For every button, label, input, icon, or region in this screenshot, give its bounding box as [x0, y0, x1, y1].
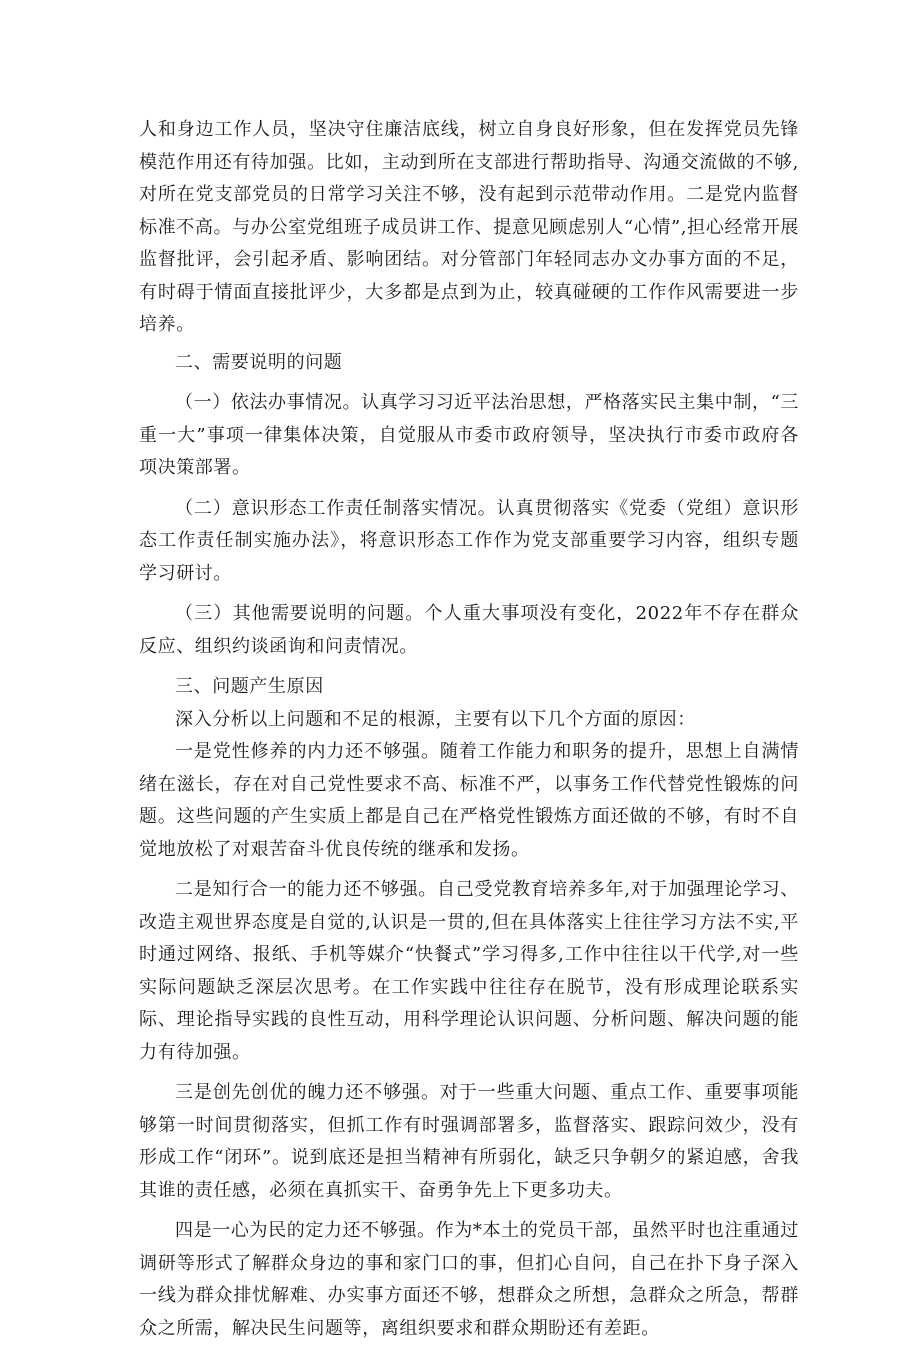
- paragraph-cause-1: 一是党性修养的内力还不够强。随着工作能力和职务的提升，思想上自满情绪在滋长，存在对自己党性要求不高、标准不严，以事务工作代替党性锻炼的问题。这些问题的产生实质上都是自己在严格党性锻炼方面还做的不够，有时不自觉地放松了对艰苦奋斗优良传统的继承和发扬。: [139, 741, 799, 860]
- paragraph-cause-3: 三是创先创优的魄力还不够强。对于一些重大问题、重点工作、重要事项能够第一时间贯彻落实，但抓工作有时强调部署多，监督落实、跟踪问效少，没有形成工作“闭环”。说到底还是担当精神有所弱化，缺乏只争朝夕的紧迫感，舍我其谁的责任感，必须在真抓实干、奋勇争先上下更多功夫。: [139, 1082, 799, 1201]
- section-heading-2: 二、需要说明的问题: [175, 351, 343, 373]
- paragraph-lawful-conduct: （一）依法办事情况。认真学习习近平法治思想，严格落实民主集中制，“三重一大”事项一律集体决策，自觉服从市委市政府领导，坚决执行市委市政府各项决策部署。: [139, 392, 799, 478]
- document-body: [139, 114, 799, 1345]
- paragraph-other-matters: （三）其他需要说明的问题。个人重大事项没有变化，2022年不存在群众反应、组织约谈函询和问责情况。: [139, 603, 799, 657]
- paragraph-ideology-responsibility: （二）意识形态工作责任制落实情况。认真贯彻落实《党委（党组）意识形态工作责任制实施办法》，将意识形态工作作为党支部重要学习内容，组织专题学习研讨。: [139, 497, 799, 584]
- paragraph-continuation: 人和身边工作人员，坚决守住廉洁底线，树立自身良好形象，但在发挥党员先锋模范作用还有待加强。比如，主动到所在支部进行帮助指导、沟通交流做的不够,对所在党支部党员的日常学习关注不够，没有起到示范带动作用。二是党内监督标准不高。与办公室党组班子成员讲工作、提意见顾虑别人“心情”,担心经常开展监督批评，会引起矛盾、影响团结。对分管部门年轻同志办文办事方面的不足，有时碍于情面直接批评少，大多都是点到为止，较真碰硬的工作作风需要进一步培养。: [139, 119, 799, 335]
- paragraph-cause-4: 四是一心为民的定力还不够强。作为*本土的党员干部，虽然平时也注重通过调研等形式了解群众身边的事和家门口的事，但扪心自问，自己在扑下身子深入一线为群众排忧解难、办实事方面还不够，想群众之所想，急群众之所急，帮群众之所需，解决民生问题等，离组织要求和群众期盼还有差距。: [139, 1220, 799, 1339]
- paragraph-cause-2: 二是知行合一的能力还不够强。自己受党教育培养多年,对于加强理论学习、改造主观世界态度是自觉的,认识是一贯的,但在具体落实上往往学习方法不实,平时通过网络、报纸、手机等媒介“快餐式”学习得多,工作中往往以干代学,对一些实际问题缺乏深层次思考。在工作实践中往往存在脱节，没有形成理论联系实际、理论指导实践的良性互动，用科学理论认识问题、分析问题、解决问题的能力有待加强。: [139, 879, 799, 1063]
- section-heading-3: 三、问题产生原因: [175, 676, 324, 697]
- paragraph-cause-intro: 深入分析以上问题和不足的根源，主要有以下几个方面的原因：: [175, 708, 696, 730]
